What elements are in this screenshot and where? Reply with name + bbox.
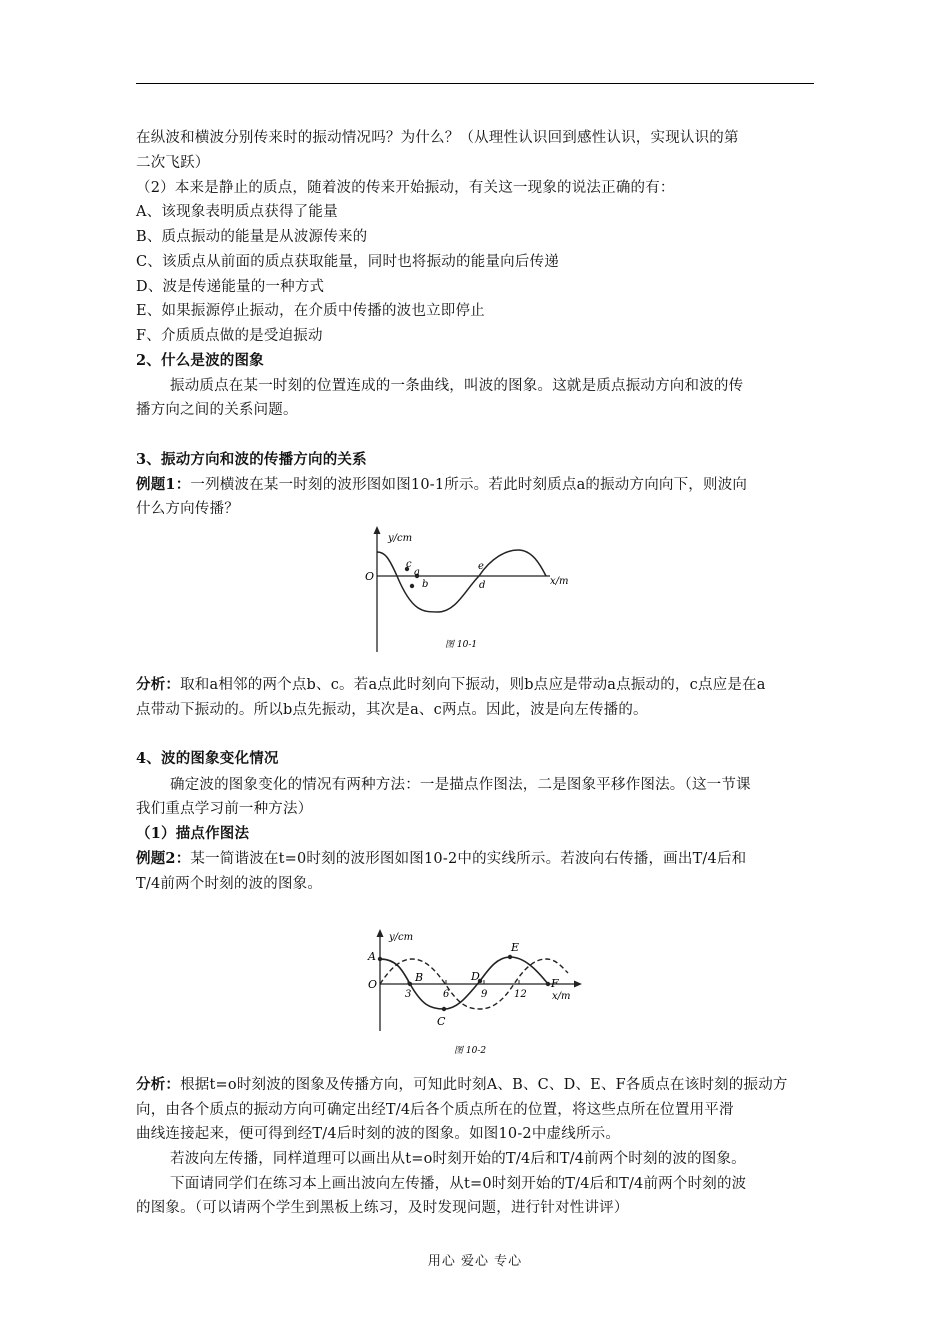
solid-wave [380, 957, 548, 1009]
text-line: 我们重点学习前一种方法） [136, 801, 313, 817]
tick-label-3: 3 [405, 989, 412, 1000]
analysis-1-text: 取和a相邻的两个点b、c。若a点此时刻向下振动，则b点应是带动a点振动的，c点应是在a [180, 677, 766, 693]
text-line: 点带动下振动的。所以b点先振动，其次是a、c两点。因此，波是向左传播的。 [136, 702, 648, 718]
x-axis-arrow [574, 981, 582, 988]
label-a: a [414, 567, 420, 578]
label-D: D [471, 970, 480, 983]
figure-caption: 图 10-1 [445, 640, 478, 650]
y-axis-arrow [374, 526, 381, 534]
text-line: 曲线连接起来，便可得到经T/4后时刻的波的图象。如图10-2中虚线所示。 [136, 1126, 621, 1142]
text-line: （2）本来是静止的质点，随着波的传来开始振动，有关这一现象的说法正确的有： [136, 180, 675, 196]
analysis-2-label: 分析： [136, 1076, 181, 1093]
wave-curve [377, 550, 546, 612]
label-d: d [479, 580, 486, 591]
example-1 [136, 475, 747, 495]
option-a: A、该现象表明质点获得了能量 [136, 204, 338, 220]
subsection-heading: （1）描点作图法 [136, 825, 250, 842]
option-d: D、波是传递能量的一种方式 [136, 279, 325, 295]
label-e: e [478, 561, 484, 572]
tick-label-12: 12 [514, 989, 527, 1000]
origin-label: O [368, 978, 378, 991]
section-heading-4: 4、波的图象变化情况 [136, 750, 279, 767]
text-line: T/4前两个时刻的波的图象。 [136, 876, 323, 892]
analysis-1 [136, 675, 766, 695]
example-1-label: 例题1： [136, 476, 191, 493]
figure-10-2 [338, 925, 588, 1060]
figure-caption: 图 10-2 [454, 1046, 487, 1056]
text-line: 若波向左传播，同样道理可以画出从t=o时刻开始的T/4后和T/4前两个时刻的波的图象。 [170, 1151, 746, 1167]
x-axis-label: x/m [552, 991, 571, 1002]
label-c: c [406, 559, 412, 570]
x-axis-label: x/m [550, 576, 569, 587]
text-line: 确定波的图象变化的情况有两种方法：一是描点作图法，二是图象平移作图法。（这一节课 [170, 777, 751, 793]
option-e: E、如果振源停止振动，在介质中传播的波也立即停止 [136, 303, 485, 319]
text-line: 什么方向传播？ [136, 501, 239, 517]
analysis-2 [136, 1075, 788, 1095]
y-axis-label: y/cm [388, 533, 413, 544]
text-line: 播方向之间的关系问题。 [136, 402, 298, 418]
text-line: 的图象。（可以请两个学生到黑板上练习，及时发现问题，进行针对性讲评） [136, 1200, 629, 1216]
header-rule [136, 83, 814, 84]
point-A [378, 957, 382, 961]
text-line: 振动质点在某一时刻的位置连成的一条曲线，叫波的图象。这就是质点振动方向和波的传 [170, 378, 744, 394]
option-f: F、介质质点做的是受迫振动 [136, 328, 323, 344]
figure-10-1 [360, 524, 580, 656]
section-heading-3: 3、振动方向和波的传播方向的关系 [136, 451, 367, 468]
page-footer: 用心 爱心 专心 [427, 1254, 523, 1269]
option-b: B、质点振动的能量是从波源传来的 [136, 229, 368, 245]
label-B: B [415, 971, 424, 984]
text-line: 在纵波和横波分别传来时的振动情况吗？为什么？（从理性认识回到感性认识，实现认识的第 [136, 130, 739, 146]
label-b: b [422, 579, 429, 590]
text-line: 二次飞跃） [136, 155, 210, 171]
text-line: 向，由各个质点的振动方向可确定出经T/4后各个质点所在的位置，将这些点所在位置用平滑 [136, 1102, 734, 1118]
analysis-1-label: 分析： [136, 676, 181, 693]
point-C [442, 1007, 446, 1011]
y-axis-arrow [377, 929, 384, 937]
section-heading-2: 2、什么是波的图象 [136, 352, 264, 369]
example-1-text: 一列横波在某一时刻的波形图如图10-1所示。若此时刻质点a的振动方向向下，则波向 [190, 477, 748, 493]
label-C: C [437, 1015, 446, 1028]
point-E [508, 955, 512, 959]
example-2-label: 例题2： [136, 850, 191, 867]
option-c: C、该质点从前面的质点获取能量，同时也将振动的能量向后传递 [136, 254, 559, 270]
tick-label-9: 9 [481, 989, 488, 1000]
point-F [546, 982, 550, 986]
origin-label: O [365, 570, 375, 583]
analysis-2-text: 根据t=o时刻波的图象及传播方向，可知此时刻A、B、C、D、E、F各质点在该时刻的振动方 [180, 1077, 788, 1093]
label-F: F [551, 977, 559, 990]
tick-label-6: 6 [443, 989, 450, 1000]
example-2-text: 某一简谐波在t=0时刻的波形图如图10-2中的实线所示。若波向右传播，画出T/4后和 [190, 851, 747, 867]
text-line: 下面请同学们在练习本上画出波向左传播，从t=0时刻开始的T/4后和T/4前两个时刻的波 [170, 1176, 747, 1192]
label-E: E [511, 941, 520, 954]
point-B [408, 982, 412, 986]
point-a [410, 584, 414, 588]
y-axis-label: y/cm [389, 932, 414, 943]
example-2 [136, 849, 746, 869]
label-A: A [368, 950, 376, 963]
